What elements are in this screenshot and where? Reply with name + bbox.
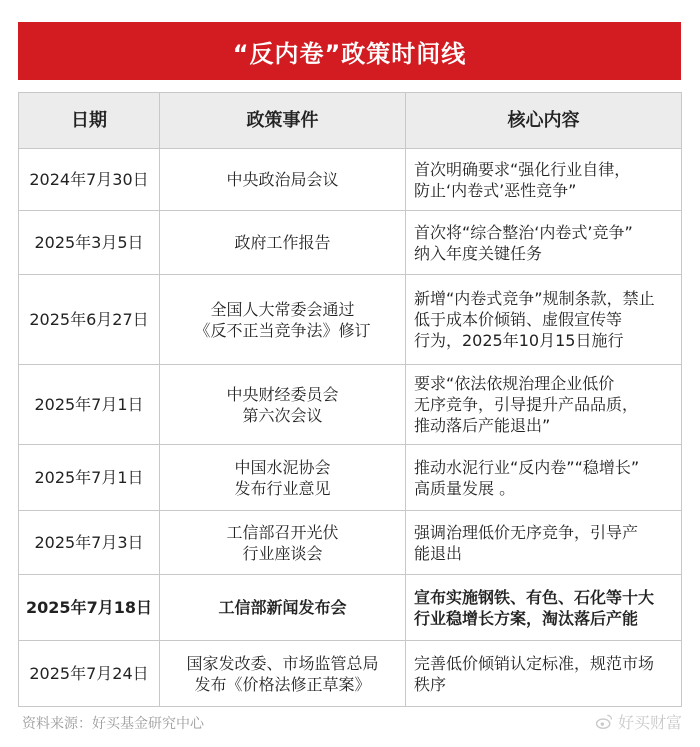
content-line: 强调治理低价无序竞争，引导产 — [414, 522, 639, 542]
content-line: 行业稳增长方案，淘汰落后产能 — [414, 608, 639, 628]
row-content — [406, 149, 682, 211]
content-line: 宣布实施钢铁、有色、石化等十大 — [414, 587, 655, 607]
row-event — [160, 365, 406, 445]
content-line: 推动落后产能退出” — [414, 416, 551, 435]
row-event — [160, 149, 406, 211]
row-event — [160, 641, 406, 707]
source-note: 资料来源：好买基金研究中心 — [22, 716, 204, 732]
weibo-icon — [594, 712, 614, 732]
table-row — [19, 149, 682, 211]
event-line: 中国水泥协会 — [234, 457, 331, 477]
row-content — [406, 511, 682, 575]
watermark — [594, 710, 682, 733]
content-line: 防止‘内卷式’恶性竞争” — [414, 180, 577, 200]
content-line: 秩序 — [414, 674, 447, 694]
row-event — [160, 511, 406, 575]
row-content — [406, 365, 682, 445]
row-content — [406, 575, 682, 641]
event-line: 发布行业意见 — [234, 478, 331, 498]
content-line: 首次明确要求“强化行业自律， — [414, 159, 631, 179]
table-row — [19, 275, 682, 365]
row-content — [406, 211, 682, 275]
event-line: 发布《价格法修正草案》 — [194, 674, 371, 694]
watermark-text: 好买财富 — [617, 713, 682, 732]
table-row — [19, 575, 682, 641]
content-line: 行为，2025年10月15日施行 — [414, 331, 624, 350]
content-line: 新增“内卷式竞争”规制条款，禁止 — [414, 289, 655, 308]
row-event — [160, 445, 406, 511]
table-row — [19, 445, 682, 511]
row-date: 2025年7月1日 — [19, 445, 160, 511]
row-event — [160, 211, 406, 275]
row-date: 2025年6月27日 — [19, 275, 160, 365]
event-line: 中央政治局会议 — [226, 170, 339, 189]
policy-timeline-table — [18, 92, 682, 707]
content-line: 高质量发展 。 — [414, 478, 516, 498]
row-content — [406, 445, 682, 511]
event-line: 行业座谈会 — [242, 543, 323, 563]
row-date: 2025年3月5日 — [19, 211, 160, 275]
column-header-date: 日期 — [19, 93, 160, 149]
row-content — [406, 275, 682, 365]
table-row — [19, 365, 682, 445]
row-date: 2025年7月24日 — [19, 641, 160, 707]
content-line: 推动水泥行业“反内卷”“稳增长” — [414, 457, 640, 477]
row-date: 2025年7月3日 — [19, 511, 160, 575]
content-line: 无序竞争，引导提升产品品质， — [414, 395, 639, 414]
table-row — [19, 511, 682, 575]
column-header-event: 政策事件 — [160, 93, 406, 149]
row-date: 2024年7月30日 — [19, 149, 160, 211]
row-event — [160, 575, 406, 641]
content-line: 纳入年度关键任务 — [414, 243, 543, 263]
event-line: 工信部召开光伏 — [226, 522, 339, 542]
content-line: 低于成本价倾销、虚假宣传等 — [414, 310, 623, 329]
content-line: 首次将“综合整治‘内卷式’竞争” — [414, 222, 633, 242]
table-row — [19, 641, 682, 707]
event-line: 政府工作报告 — [234, 233, 331, 252]
content-line: 能退出 — [414, 543, 463, 563]
event-line: 第六次会议 — [242, 405, 323, 425]
event-line: 中央财经委员会 — [226, 384, 339, 404]
content-line: 完善低价倾销认定标准，规范市场 — [414, 653, 655, 673]
page-title: “反内卷”政策时间线 — [18, 22, 681, 80]
row-date: 2025年7月1日 — [19, 365, 160, 445]
event-line: 国家发改委、市场监管总局 — [186, 653, 379, 673]
row-content — [406, 641, 682, 707]
event-line: 全国人大常委会通过 — [210, 299, 355, 319]
column-header-content: 核心内容 — [406, 93, 682, 149]
table-row — [19, 211, 682, 275]
event-line: 《反不正当竞争法》修订 — [194, 320, 371, 340]
event-line: 工信部新闻发布会 — [218, 598, 347, 617]
row-event — [160, 275, 406, 365]
table-header-row — [19, 93, 682, 149]
row-date: 2025年7月18日 — [19, 575, 160, 641]
content-line: 要求“依法依规治理企业低价 — [414, 374, 615, 393]
